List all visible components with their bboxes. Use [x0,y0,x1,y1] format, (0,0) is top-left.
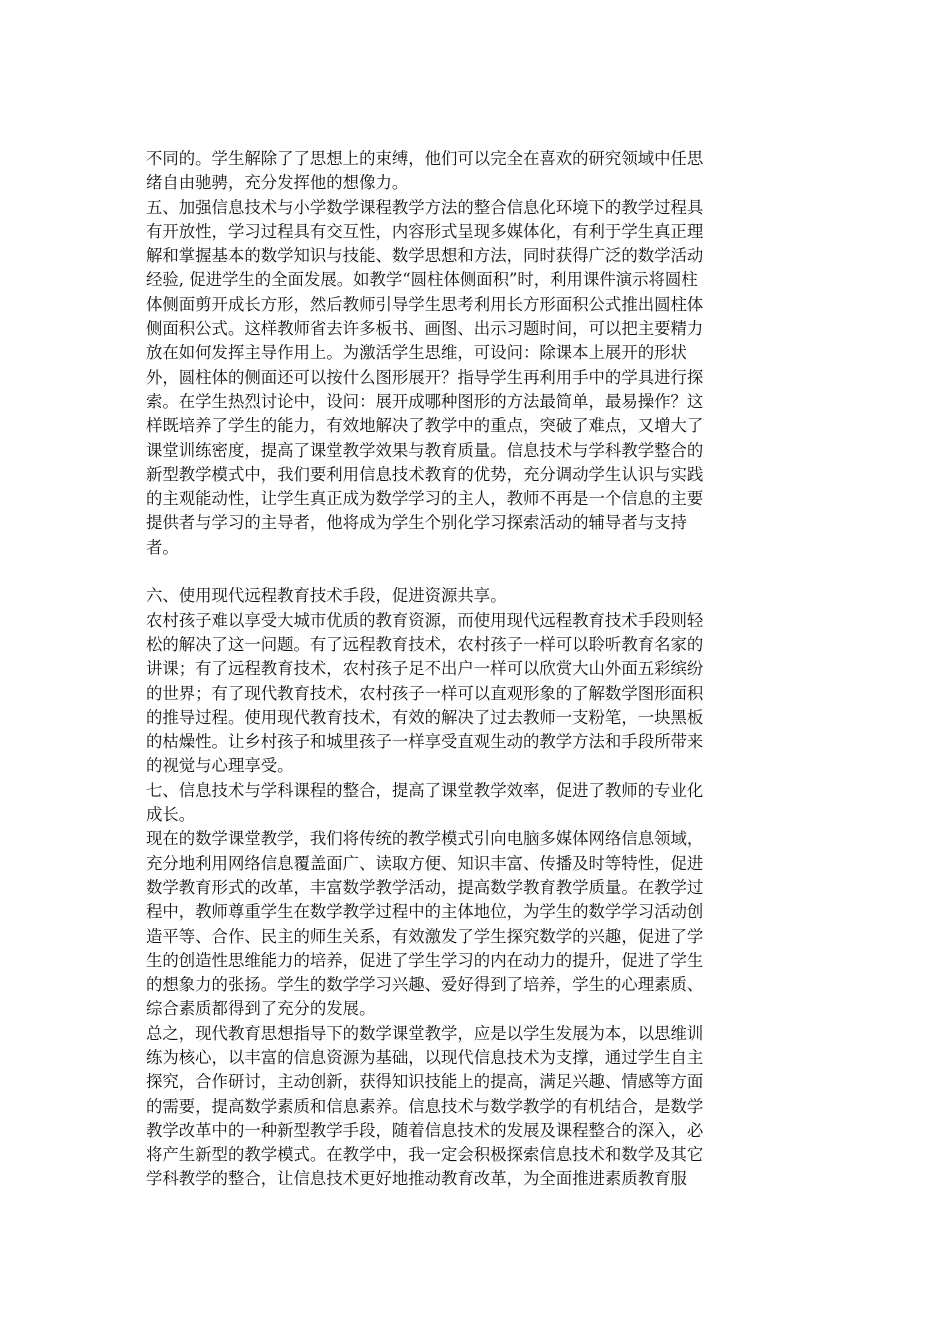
text-line: 农村孩子难以享受大城市优质的教育资源，而使用现代远程教育技术手段则轻 [146,610,704,630]
section-heading-5: 五、加强信息技术与小学数学课程教学方法的整合信息化环境下的教学过程具 [146,197,704,217]
blank-line [146,560,801,584]
text-line: 有开放性，学习过程具有交互性，内容形式呈现多媒体化，有利于学生真正理 [146,221,704,241]
text-line: 现在的数学课堂教学，我们将传统的教学模式引向电脑多媒体网络信息领域， [146,829,704,849]
section-heading-7: 七、信息技术与学科课程的整合，提高了课堂教学效率，促进了教师的专业化 [146,780,704,800]
text-line: 松的解决了这一问题。有了远程教育技术，农村孩子一样可以聆听教育名家的 [146,634,704,654]
text-line: 体侧面剪开成长方形，然后教师引导学生思考利用长方形面积公式推出圆柱体 [146,294,704,314]
text-line: 数学教育形式的改革，丰富数学教学活动，提高数学教育教学质量。在教学过 [146,877,704,897]
document-body [146,147,801,1192]
text-line: 者。 [146,537,179,557]
text-line: 新型教学模式中，我们要利用信息技术教育的优势，充分调动学生认识与实践 [146,464,704,484]
text-line: 的需要，提高数学素质和信息素养。信息技术与数学教学的有机结合，是数学 [146,1096,704,1116]
text-line: 造平等、合作、民主的师生关系，有效激发了学生探究数学的兴趣，促进了学 [146,926,704,946]
text-line: 经验, 促进学生的全面发展。如教学“圆柱体侧面积”时，利用课件演示将圆柱 [146,270,698,290]
text-line: 的推导过程。使用现代教育技术，有效的解决了过去教师一支粉笔，一块黑板 [146,707,704,727]
text-line: 将产生新型的教学模式。在教学中，我一定会积极探索信息技术和数学及其它 [146,1145,704,1165]
text-line: 学科教学的整合，让信息技术更好地推动教育改革，为全面推进素质教育服 [146,1169,687,1189]
text-line: 程中，教师尊重学生在数学教学过程中的主体地位，为学生的数学学习活动创 [146,902,704,922]
text-line: 练为核心，以丰富的信息资源为基础，以现代信息技术为支撑，通过学生自主 [146,1047,704,1067]
text-line: 放在如何发挥主导作用上。为激活学生思维，可设问：除课本上展开的形状 [146,343,687,363]
text-line: 教学改革中的一种新型教学手段，随着信息技术的发展及课程整合的深入，必 [146,1120,704,1140]
text-line: 总之，现代教育思想指导下的数学课堂教学，应是以学生发展为本，以思维训 [146,1023,704,1043]
text-line: 讲课；有了远程教育技术，农村孩子足不出户一样可以欣赏大山外面五彩缤纷 [146,659,704,679]
text-line: 的主观能动性，让学生真正成为数学学习的主人，教师不再是一个信息的主要 [146,489,704,509]
text-line: 索。在学生热烈讨论中，设问：展开成哪种图形的方法最简单，最易操作？这 [146,391,704,411]
text-line: 综合素质都得到了充分的发展。 [146,999,376,1019]
text-line: 探究，合作研讨，主动创新，获得知识技能上的提高，满足兴趣、情感等方面 [146,1072,704,1092]
text-line: 提供者与学习的主导者，他将成为学生个别化学习探索活动的辅导者与支持 [146,513,687,533]
text-line: 解和掌握基本的数学知识与技能、数学思想和方法，同时获得广泛的数学活动 [146,246,704,266]
text-line: 的枯燥性。让乡村孩子和城里孩子一样享受直观生动的教学方法和手段所带来 [146,732,704,752]
text-line: 绪自由驰骋，充分发挥他的想像力。 [146,173,409,193]
text-line: 的世界；有了现代教育技术，农村孩子一样可以直观形象的了解数学图形面积 [146,683,704,703]
text-line: 样既培养了学生的能力，有效地解决了教学中的重点，突破了难点，又增大了 [146,416,704,436]
section-heading-6: 六、使用现代远程教育技术手段，促进资源共享。 [146,586,507,606]
text-line: 生的创造性思维能力的培养，促进了学生学习的内在动力的提升，促进了学生 [146,950,704,970]
text-line: 充分地利用网络信息覆盖面广、读取方便、知识丰富、传播及时等特性，促进 [146,853,704,873]
text-line: 成长。 [146,805,196,825]
text-line: 不同的。学生解除了了思想上的束缚，他们可以完全在喜欢的研究领域中任思 [146,149,704,168]
text-line: 的视觉与心理享受。 [146,756,294,776]
text-line: 课堂训练密度，提高了课堂教学效果与教育质量。信息技术与学科教学整合的 [146,440,704,460]
text-line: 侧面积公式。这样教师省去许多板书、画图、出示习题时间，可以把主要精力 [146,319,704,339]
text-line: 的想象力的张扬。学生的数学学习兴趣、爱好得到了培养，学生的心理素质、 [146,975,704,995]
text-line: 外，圆柱体的侧面还可以按什么图形展开？指导学生再利用手中的学具进行探 [146,367,704,387]
